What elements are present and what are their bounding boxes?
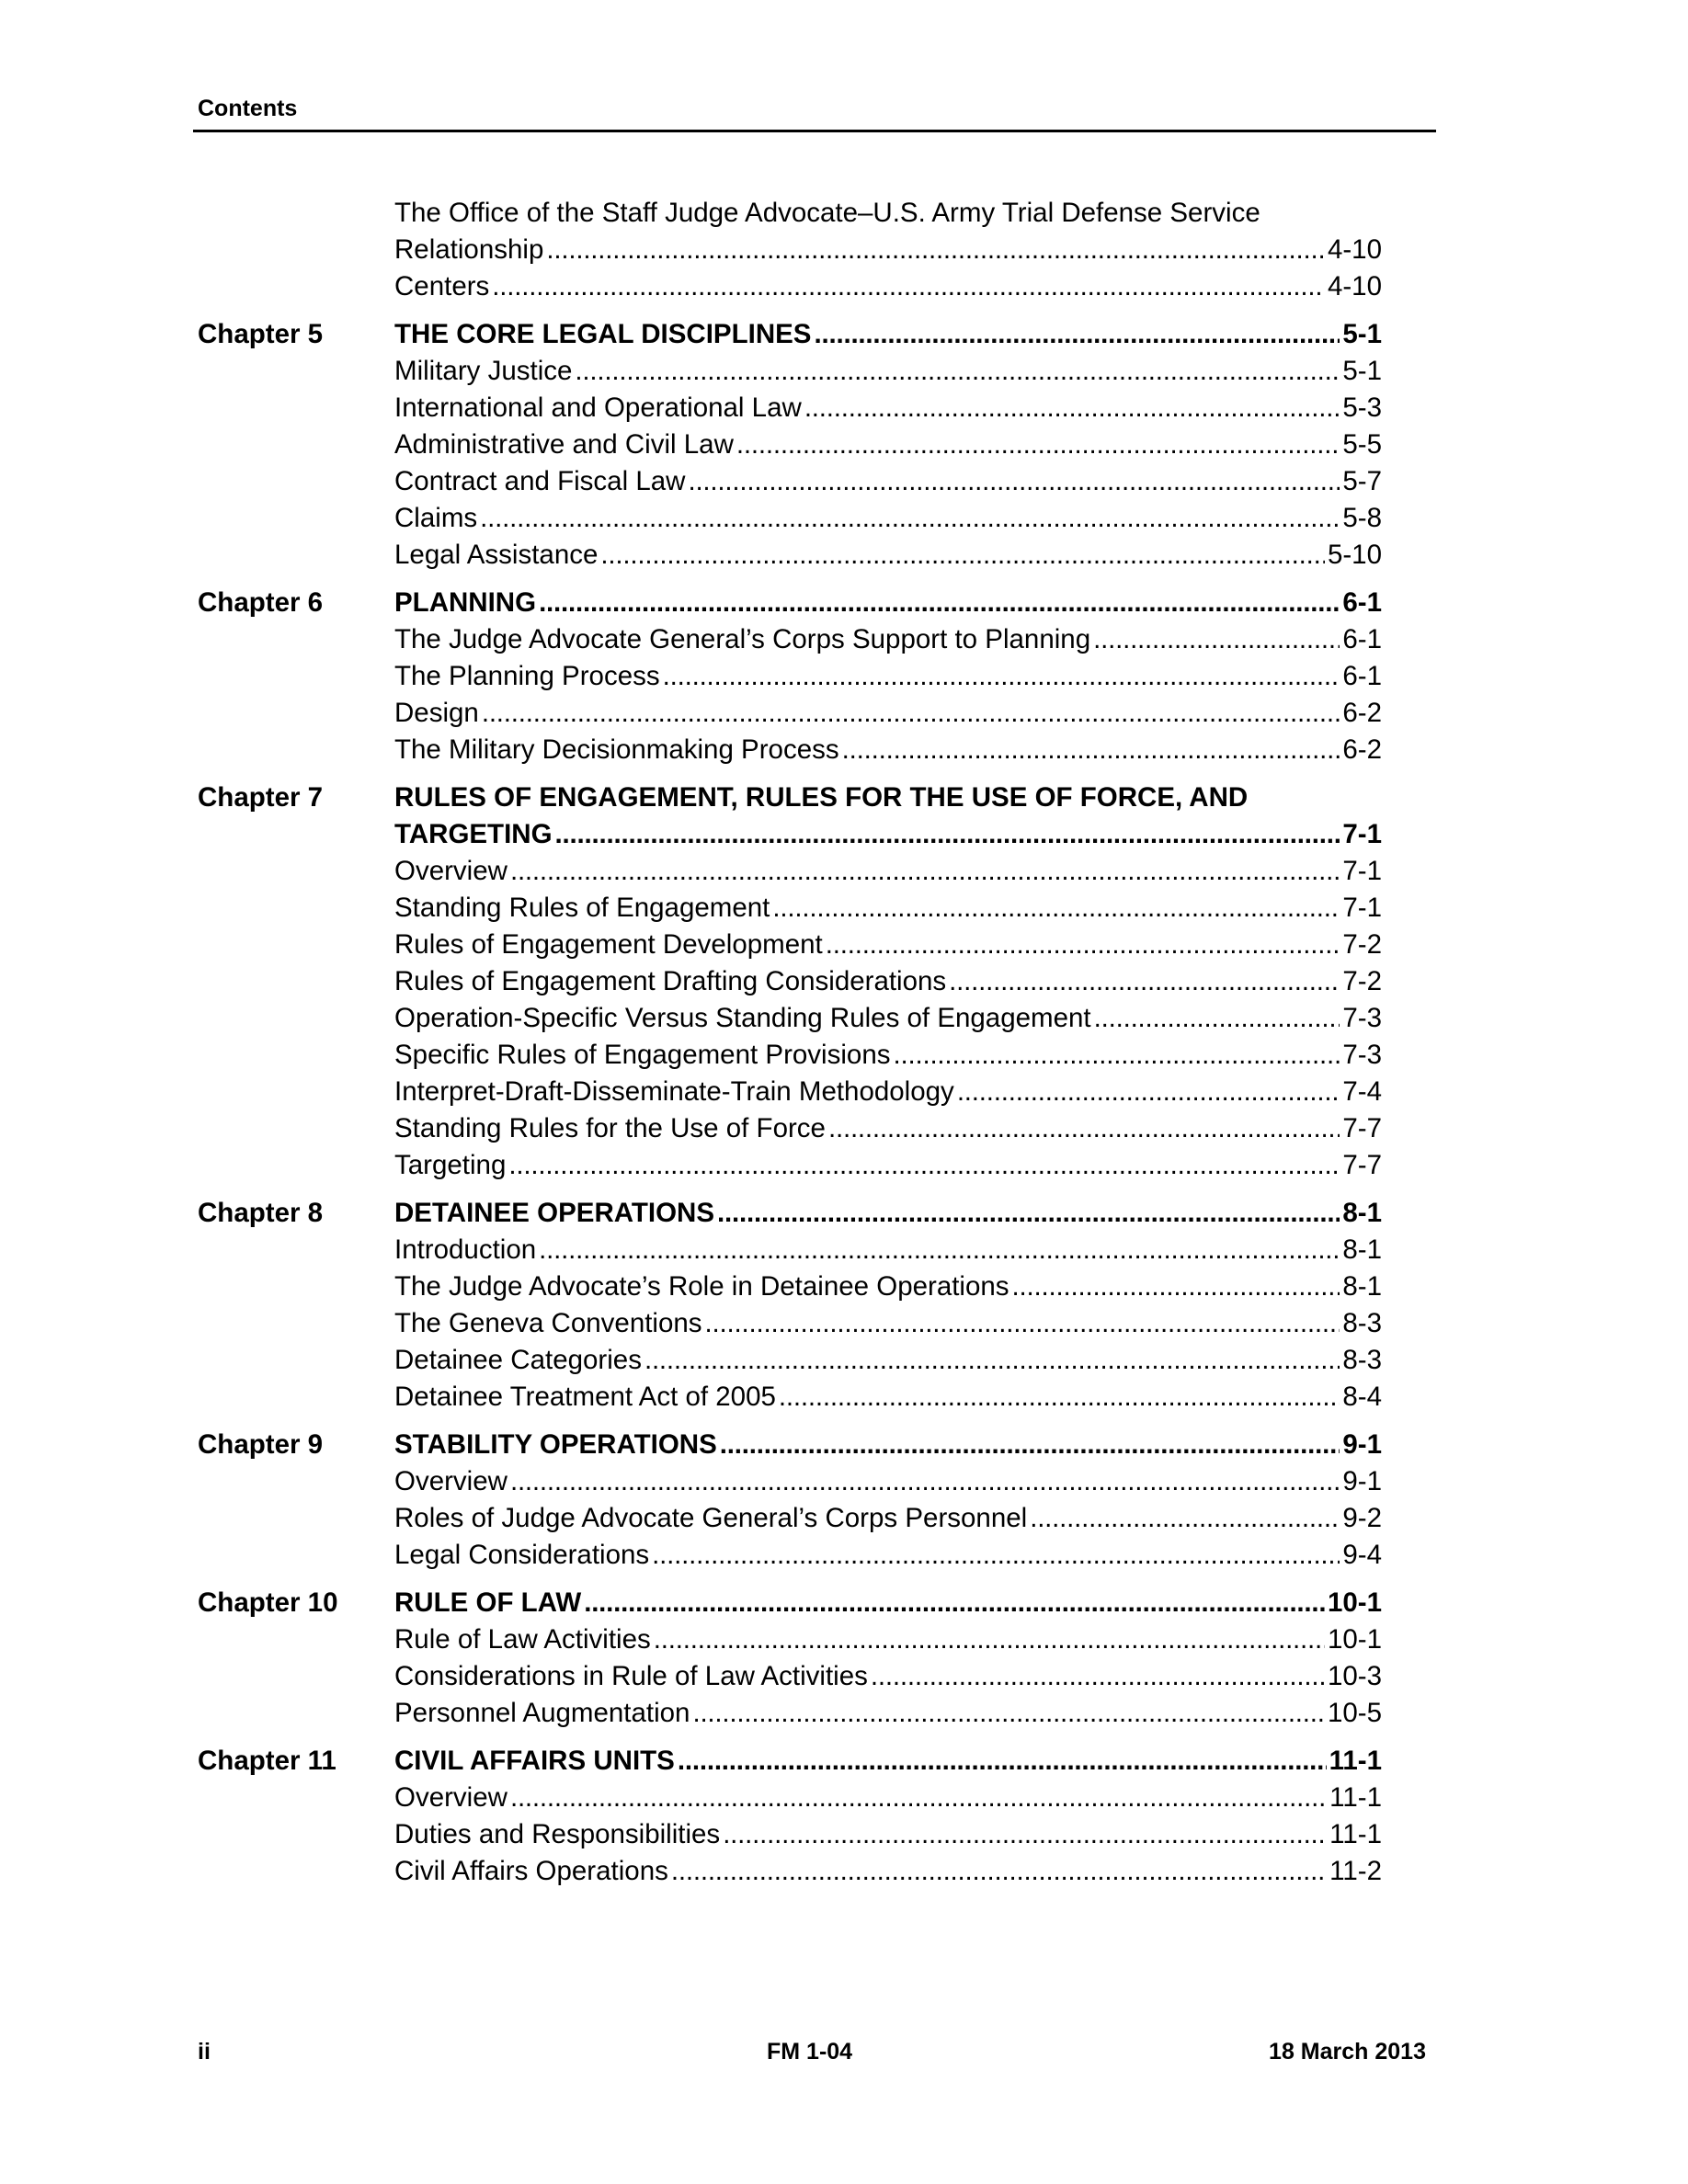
dot-leader [1093,621,1340,658]
dot-leader [723,1816,1327,1853]
toc-entry[interactable] [394,463,1382,500]
dot-leader [828,1110,1340,1147]
toc-item [198,1500,1382,1537]
chapter-label: Chapter 7 [198,782,324,813]
toc-entry-page: 7-3 [1342,1040,1382,1070]
toc-entry[interactable] [394,232,1382,268]
toc-entry-page: 7-1 [1342,893,1382,923]
chapter-label: Chapter 11 [198,1746,336,1776]
header-rule [193,130,1436,132]
toc-entry-title: Relationship [394,234,544,265]
toc-entry-page: 5-5 [1342,429,1382,460]
toc-entry-page: 10-1 [1327,1624,1382,1655]
toc-entry[interactable] [394,585,1382,621]
dot-leader [510,853,1340,890]
toc-entry-title: The Geneva Conventions [394,1308,702,1338]
chapter-heading [198,316,1382,353]
dot-leader [957,1074,1340,1110]
toc-entry-page: 6-1 [1342,587,1382,618]
toc-item [198,1037,1382,1074]
toc-entry-page: 7-4 [1342,1076,1382,1107]
toc-entry-title: Rule of Law Activities [394,1624,651,1655]
toc-entry[interactable] [394,1074,1382,1110]
dot-leader [663,658,1340,695]
toc-entry-page: 9-4 [1342,1540,1382,1570]
toc-entry-title: Detainee Treatment Act of 2005 [394,1382,776,1412]
toc-item [198,1658,1382,1695]
toc-entry-title: International and Operational Law [394,392,802,423]
dot-leader [804,390,1340,427]
toc-item [198,1110,1382,1147]
toc-entry-title: DETAINEE OPERATIONS [394,1198,715,1228]
toc-entry-title: Legal Assistance [394,540,599,570]
dot-leader [652,1537,1340,1574]
toc-item [198,1342,1382,1379]
toc-entry[interactable] [394,890,1382,927]
toc-entry-title: STABILITY OPERATIONS [394,1429,717,1460]
toc-item [198,963,1382,1000]
toc-entry-page: 10-1 [1327,1587,1382,1618]
toc-section [198,1743,1382,1890]
dot-leader [678,1743,1327,1780]
toc-entry[interactable] [394,1037,1382,1074]
toc-entry-title: RULES OF ENGAGEMENT, RULES FOR THE USE OF FORCE, AND [394,782,1249,813]
toc-entry-title: The Judge Advocate General’s Corps Support to Planning [394,624,1091,654]
toc-entry-page: 8-3 [1342,1308,1382,1338]
toc-entry-page: 6-1 [1342,624,1382,654]
dot-leader [492,268,1325,305]
toc-entry-title: RULE OF LAW [394,1587,582,1618]
toc-entry-title: The Judge Advocate’s Role in Detainee Operations [394,1271,1009,1302]
toc-entry-page: 9-2 [1342,1503,1382,1533]
toc-item [198,1621,1382,1658]
toc-entry-page: 8-1 [1342,1271,1382,1302]
toc-entry[interactable] [394,695,1382,732]
toc-entry-page: 8-1 [1342,1234,1382,1265]
toc-entry[interactable] [394,1500,1382,1537]
toc-section [198,585,1382,768]
toc-entry-title: Contract and Fiscal Law [394,466,686,496]
toc-entry[interactable] [394,427,1382,463]
toc-entry-title: Personnel Augmentation [394,1698,690,1728]
toc-entry[interactable] [394,1816,1382,1853]
toc-entry-title: Administrative and Civil Law [394,429,734,460]
toc-entry-page: 4-10 [1327,271,1382,301]
dot-leader [1012,1268,1340,1305]
toc-section [198,1427,1382,1574]
toc-entry-page: 9-1 [1342,1429,1382,1460]
toc-item [198,232,1382,268]
toc-entry-title: The Planning Process [394,661,660,691]
toc-entry[interactable] [394,732,1382,768]
toc-entry-title: Specific Rules of Engagement Provisions [394,1040,891,1070]
toc-entry-page: 6-2 [1342,698,1382,728]
toc-entry-page: 10-3 [1327,1661,1382,1691]
toc-entry-title: The Office of the Staff Judge Advocate–U.S. Army Trial Defense Service [394,198,1260,228]
dot-leader [1030,1500,1340,1537]
chapter-label: Chapter 9 [198,1429,324,1460]
toc-entry[interactable] [394,1232,1382,1268]
toc-entry-page: 8-4 [1342,1382,1382,1412]
toc-entry[interactable] [394,779,1382,816]
toc-entry[interactable] [394,1537,1382,1574]
toc-entry-title: Standing Rules for the Use of Force [394,1113,826,1143]
dot-leader [510,1463,1340,1500]
toc-entry-title: TARGETING [394,819,553,849]
toc-entry-page: 11-1 [1329,1819,1382,1849]
toc-item [198,463,1382,500]
dot-leader [949,963,1340,1000]
footer-date: 18 March 2013 [1269,2039,1426,2065]
toc-entry[interactable] [394,1427,1382,1463]
toc-entry[interactable] [394,537,1382,574]
toc-entry-title: Civil Affairs Operations [394,1856,668,1886]
toc-entry-title: Military Justice [394,356,573,386]
dot-leader [842,732,1340,768]
toc-entry[interactable] [394,316,1382,353]
toc-entry-page: 5-10 [1327,540,1382,570]
toc-item [198,1074,1382,1110]
toc-entry-page: 8-3 [1342,1345,1382,1375]
toc-entry[interactable] [394,1110,1382,1147]
dot-leader [508,1147,1340,1184]
toc-item [198,1268,1382,1305]
dot-leader [814,316,1340,353]
toc-entry-page: 7-1 [1342,856,1382,886]
dot-leader [654,1621,1325,1658]
toc-entry-title: Overview [394,856,508,886]
toc-item [198,390,1382,427]
toc-item [198,1000,1382,1037]
toc-entry[interactable] [394,1463,1382,1500]
toc-item [198,1816,1382,1853]
dot-leader [510,1780,1327,1816]
toc-entry-title: Claims [394,503,478,533]
dot-leader [480,500,1340,537]
dot-leader [705,1305,1340,1342]
toc-entry[interactable] [394,353,1382,390]
dot-leader [717,1195,1340,1232]
toc-entry-title: PLANNING [394,587,537,618]
toc-entry-page: 7-2 [1342,929,1382,960]
dot-leader [482,695,1340,732]
toc-entry-title: CIVIL AFFAIRS UNITS [394,1746,675,1776]
toc-entry-title: Rules of Engagement Drafting Considerations [394,966,947,996]
chapter-heading [198,779,1382,816]
toc-entry-page: 5-7 [1342,466,1382,496]
toc-entry-page: 7-1 [1342,819,1382,849]
dot-leader [688,463,1340,500]
dot-leader [826,927,1340,963]
toc-entry[interactable] [394,816,1382,853]
dot-leader [644,1342,1340,1379]
toc-entry[interactable] [394,1147,1382,1184]
dot-leader [871,1658,1325,1695]
toc-entry-title: Duties and Responsibilities [394,1819,721,1849]
toc-entry-title: Operation-Specific Versus Standing Rules of Engagement [394,1003,1091,1033]
dot-leader [1094,1000,1340,1037]
toc-entry[interactable] [394,1780,1382,1816]
toc-entry-page: 5-3 [1342,392,1382,423]
toc-section [198,316,1382,574]
toc-item [198,732,1382,768]
toc-entry-title: Legal Considerations [394,1540,650,1570]
chapter-label: Chapter 5 [198,319,324,349]
dot-leader [736,427,1340,463]
toc-entry-page: 4-10 [1327,234,1382,265]
toc-section [198,779,1382,1184]
toc-entry-title: Detainee Categories [394,1345,642,1375]
toc-entry-page: 8-1 [1342,1198,1382,1228]
toc-entry-page: 6-2 [1342,734,1382,765]
toc-entry[interactable] [394,853,1382,890]
toc-entry-title: Targeting [394,1150,507,1180]
toc-entry[interactable] [394,195,1382,232]
toc-entry[interactable] [394,658,1382,695]
toc-item [198,1147,1382,1184]
toc-entry[interactable] [394,1743,1382,1780]
toc-item [198,853,1382,890]
toc-item [198,1232,1382,1268]
toc-entry-page: 5-1 [1342,319,1382,349]
toc-entry[interactable] [394,1000,1382,1037]
toc-item [198,1463,1382,1500]
toc-item [198,1537,1382,1574]
toc-item [198,1853,1382,1890]
toc-entry-page: 7-2 [1342,966,1382,996]
chapter-heading [198,1585,1382,1621]
toc-entry-title: Introduction [394,1234,537,1265]
dot-leader [779,1379,1340,1416]
toc-item [198,1379,1382,1416]
dot-leader [584,1585,1325,1621]
toc-section [198,195,1382,305]
chapter-heading [198,1195,1382,1232]
toc-entry[interactable] [394,1853,1382,1890]
toc-item [198,890,1382,927]
toc-entry[interactable] [394,1621,1382,1658]
dot-leader [575,353,1340,390]
toc-entry[interactable] [394,1268,1382,1305]
dot-leader [720,1427,1340,1463]
toc-item [198,195,1382,232]
dot-leader [555,816,1340,853]
toc-item [198,427,1382,463]
toc-entry[interactable] [394,1658,1382,1695]
toc-item [198,658,1382,695]
toc-entry-page: 11-1 [1329,1746,1382,1776]
toc-entry-title: Considerations in Rule of Law Activities [394,1661,868,1691]
toc-entry-page: 10-5 [1327,1698,1382,1728]
toc-entry-title: Overview [394,1466,508,1496]
dot-leader [539,585,1340,621]
toc-entry-title: Interpret-Draft-Disseminate-Train Methodology [394,1076,954,1107]
dot-leader [772,890,1340,927]
chapter-label: Chapter 8 [198,1198,324,1228]
toc-entry-page: 5-8 [1342,503,1382,533]
toc-entry[interactable] [394,1195,1382,1232]
dot-leader [546,232,1325,268]
chapter-heading [198,816,1382,853]
toc-item [198,537,1382,574]
chapter-label: Chapter 10 [198,1587,338,1618]
toc-entry[interactable] [394,963,1382,1000]
toc-entry-title: Rules of Engagement Development [394,929,823,960]
toc-entry-page: 7-3 [1342,1003,1382,1033]
toc-item [198,1305,1382,1342]
toc-entry[interactable] [394,1342,1382,1379]
chapter-heading [198,1427,1382,1463]
toc-item [198,268,1382,305]
dot-leader [671,1853,1327,1890]
toc-item [198,500,1382,537]
toc-entry-page: 5-1 [1342,356,1382,386]
toc-entry[interactable] [394,500,1382,537]
toc-entry-page: 7-7 [1342,1150,1382,1180]
table-of-contents [198,195,1382,1901]
toc-entry-title: Design [394,698,479,728]
toc-section [198,1585,1382,1732]
toc-entry[interactable] [394,927,1382,963]
toc-entry[interactable] [394,390,1382,427]
toc-entry-page: 11-1 [1329,1782,1382,1813]
toc-item [198,353,1382,390]
toc-entry-title: The Military Decisionmaking Process [394,734,839,765]
toc-section [198,1195,1382,1416]
toc-entry-title: Overview [394,1782,508,1813]
chapter-heading [198,585,1382,621]
toc-entry[interactable] [394,1305,1382,1342]
footer-document-id: FM 1-04 [767,2039,853,2065]
toc-item [198,695,1382,732]
page-header-title: Contents [198,96,298,121]
toc-entry[interactable] [394,1585,1382,1621]
toc-entry[interactable] [394,268,1382,305]
toc-entry-page: 11-2 [1329,1856,1382,1886]
toc-item [198,927,1382,963]
toc-item [198,621,1382,658]
toc-entry[interactable] [394,621,1382,658]
dot-leader [692,1695,1325,1732]
toc-entry-page: 9-1 [1342,1466,1382,1496]
chapter-label: Chapter 6 [198,587,324,618]
toc-entry[interactable] [394,1695,1382,1732]
toc-entry-title: Centers [394,271,490,301]
toc-entry-page: 7-7 [1342,1113,1382,1143]
toc-entry-title: Roles of Judge Advocate General’s Corps Personnel [394,1503,1028,1533]
toc-item [198,1695,1382,1732]
toc-entry-title: THE CORE LEGAL DISCIPLINES [394,319,812,349]
dot-leader [539,1232,1340,1268]
footer-page-number: ii [198,2039,211,2065]
dot-leader [893,1037,1340,1074]
toc-entry[interactable] [394,1379,1382,1416]
toc-entry-title: Standing Rules of Engagement [394,893,770,923]
dot-leader [600,537,1325,574]
toc-item [198,1780,1382,1816]
toc-entry-page: 6-1 [1342,661,1382,691]
chapter-heading [198,1743,1382,1780]
